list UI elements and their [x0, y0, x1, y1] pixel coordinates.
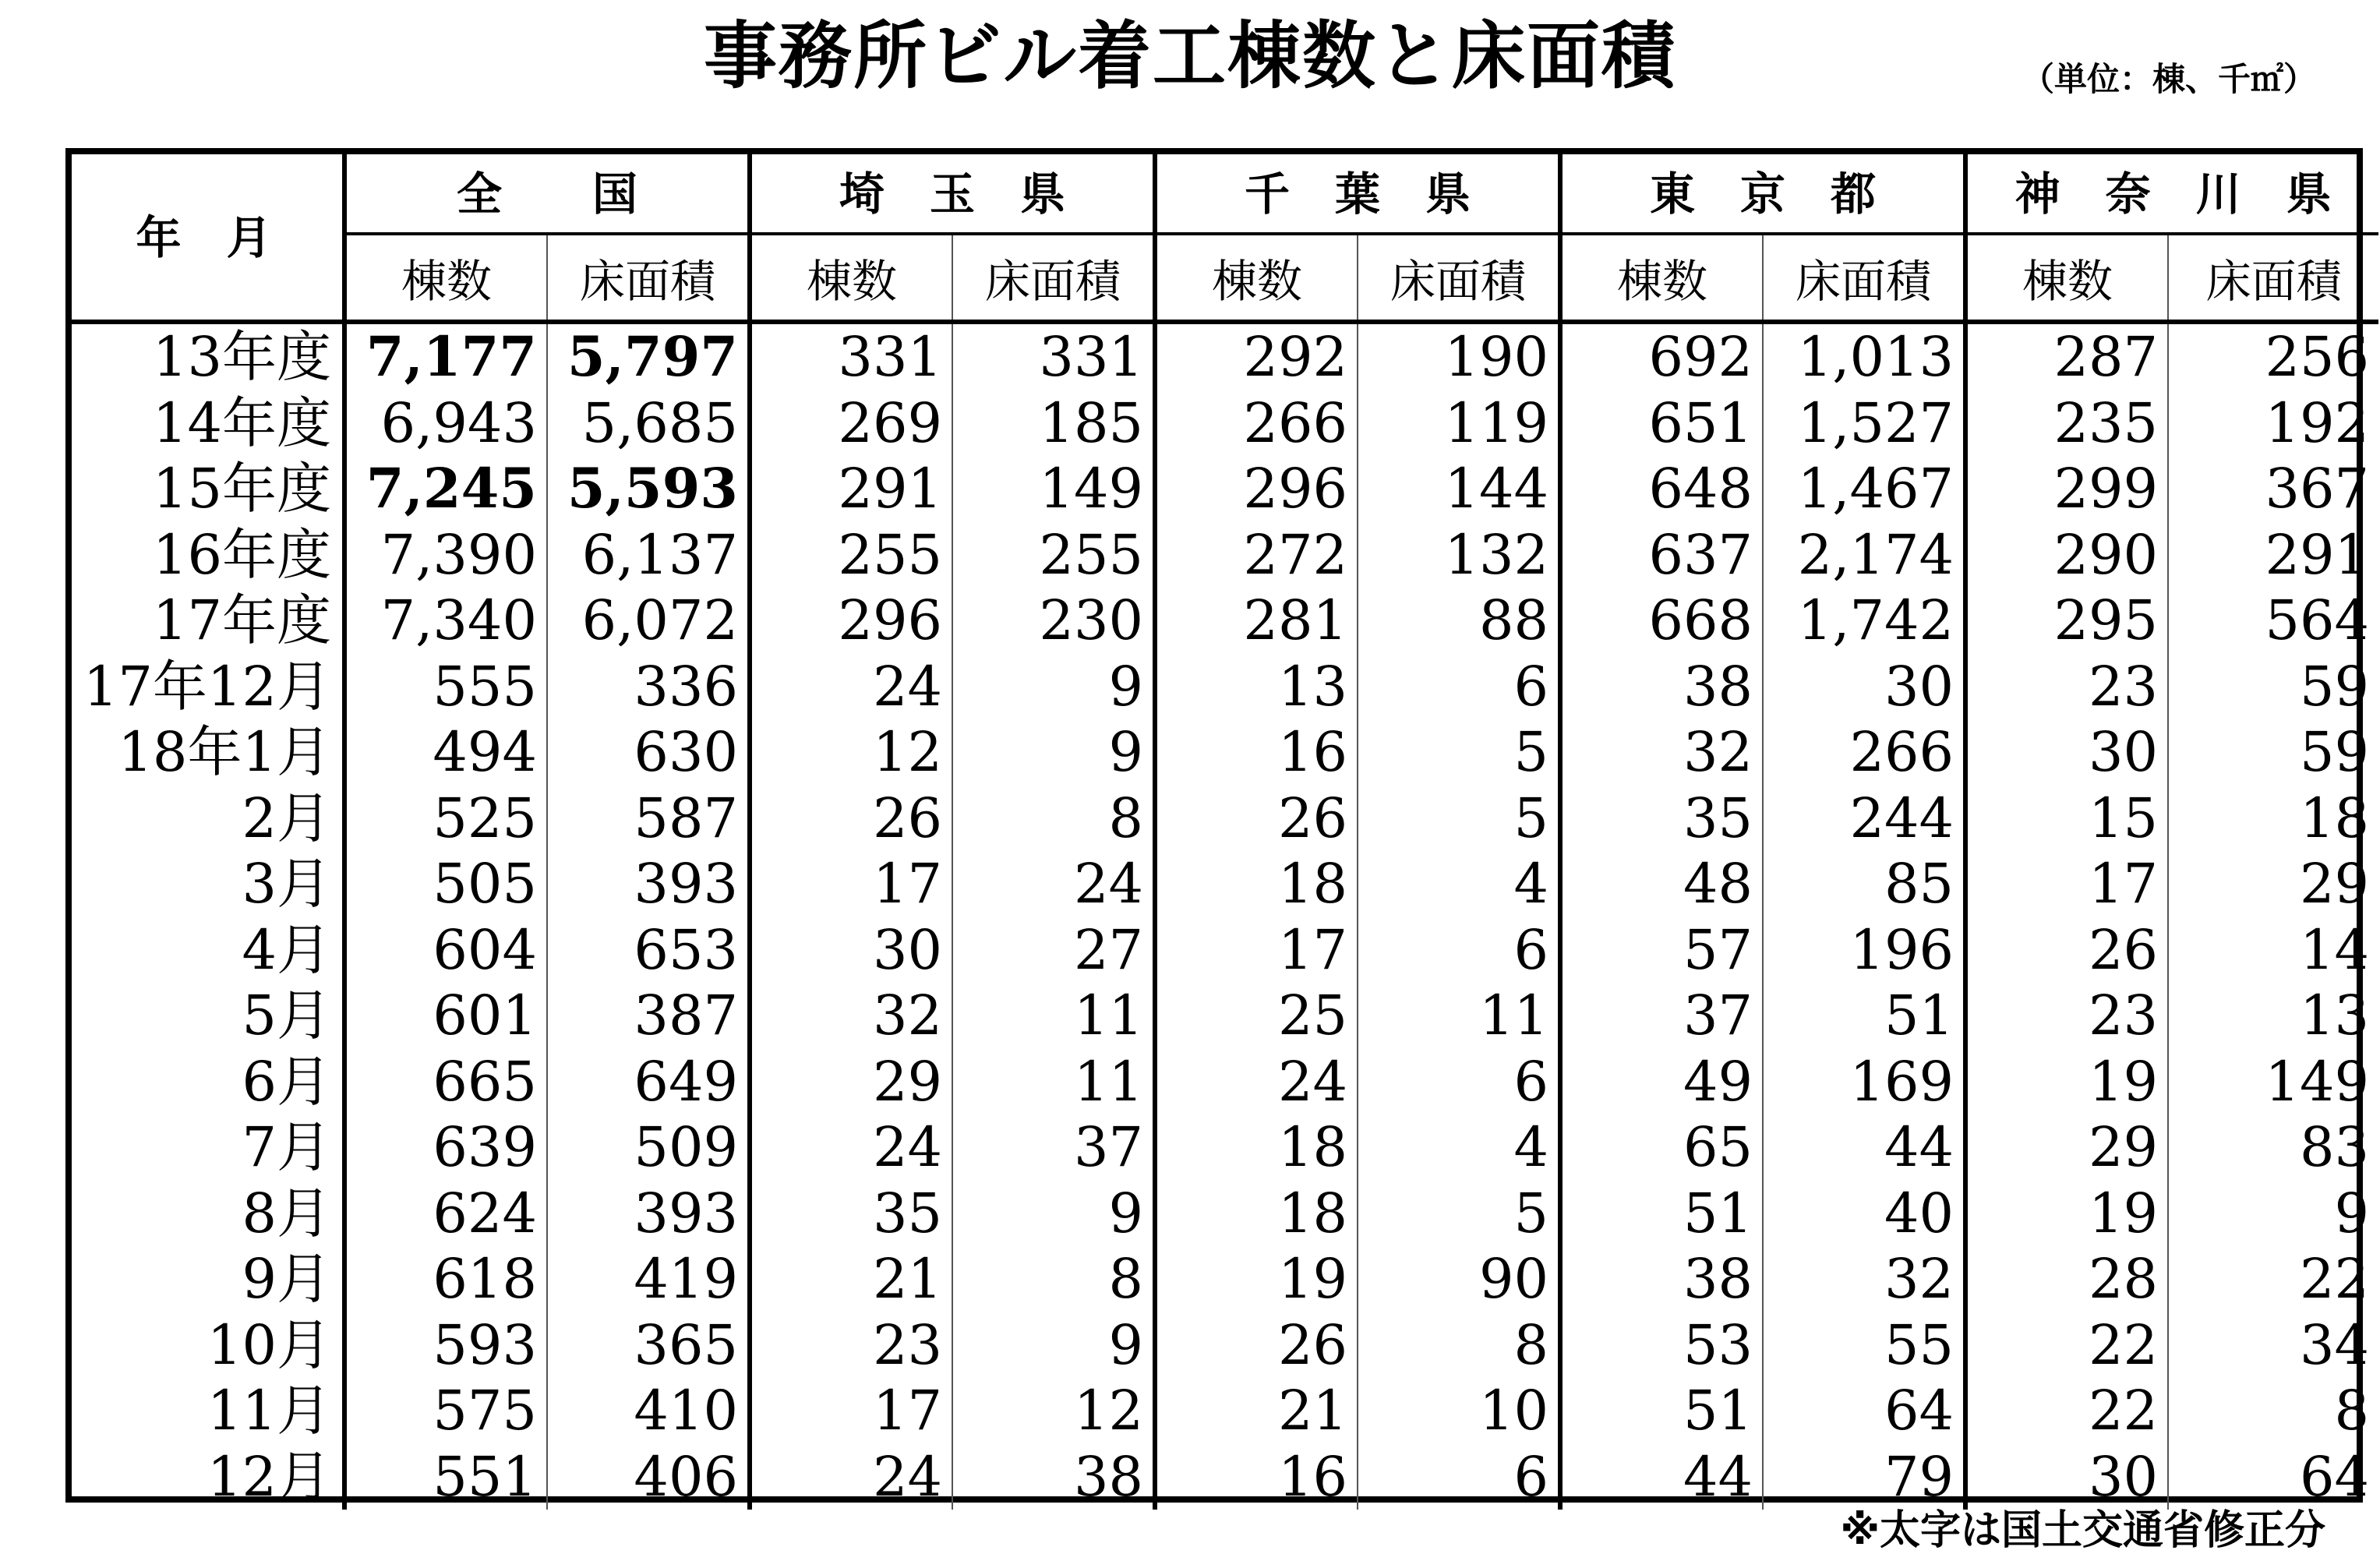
cell-count: 494 — [344, 719, 547, 786]
cell-count: 17 — [750, 1378, 952, 1444]
cell-floor-area: 393 — [547, 851, 750, 917]
cell-count: 287 — [1965, 322, 2168, 390]
row-label: 8月 — [65, 1181, 344, 1247]
row-label: 12月 — [65, 1444, 344, 1510]
row-label: 9月 — [65, 1246, 344, 1312]
table-row — [65, 654, 2378, 720]
cell-floor-area: 79 — [1763, 1444, 1965, 1510]
table-row — [65, 390, 2378, 457]
cell-floor-area: 149 — [2265, 1049, 2370, 1114]
cell-floor-area: 12 — [952, 1378, 1155, 1444]
pref-header-kanagawa: 神 奈 川 県 — [1965, 148, 2378, 234]
cell-count: 48 — [1560, 851, 1763, 917]
sub-header-count: 棟数 — [1155, 234, 1358, 322]
cell-count: 604 — [344, 917, 547, 984]
cell-count: 295 — [1965, 588, 2168, 654]
cell-floor-area: 336 — [547, 654, 750, 720]
cell-floor-area: 169 — [1763, 1049, 1965, 1115]
cell-count: 651 — [1560, 390, 1763, 457]
sub-header-count: 棟数 — [1560, 234, 1763, 322]
cell-count: 17 — [1155, 917, 1358, 984]
row-label: 6月 — [65, 1049, 344, 1115]
sub-header-area: 床面積 — [547, 234, 750, 322]
cell-floor-area: 192 — [2265, 390, 2370, 455]
cell-count: 32 — [1560, 719, 1763, 786]
cell-floor-area: 64 — [1763, 1378, 1965, 1444]
cell-count: 648 — [1560, 456, 1763, 522]
data-table — [65, 148, 2378, 1510]
cell-floor-area: 6 — [1358, 917, 1560, 984]
cell-count: 624 — [344, 1181, 547, 1247]
row-label: 18年1月 — [65, 719, 344, 786]
cell-floor-area: 38 — [952, 1444, 1155, 1510]
cell-floor-area: 1,742 — [1763, 588, 1965, 654]
cell-floor-area: 5,797 — [547, 322, 750, 390]
cell-floor-area: 2,174 — [1763, 522, 1965, 588]
cell-floor-area: 8 — [952, 1246, 1155, 1312]
cell-floor-area: 387 — [547, 983, 750, 1049]
cell-floor-area: 630 — [547, 719, 750, 786]
table-row — [65, 1378, 2378, 1444]
cell-floor-area: 10 — [1358, 1378, 1560, 1444]
cell-count: 37 — [1560, 983, 1763, 1049]
cell-count: 35 — [750, 1181, 952, 1247]
cell-count: 29 — [750, 1049, 952, 1115]
cell-floor-area: 5,593 — [547, 456, 750, 522]
cell-floor-area: 266 — [1763, 719, 1965, 786]
cell-floor-area: 393 — [547, 1181, 750, 1247]
cell-floor-area: 649 — [547, 1049, 750, 1115]
cell-floor-area: 132 — [1358, 522, 1560, 588]
cell-count: 30 — [750, 917, 952, 984]
cell-count: 266 — [1155, 390, 1358, 457]
cell-floor-area: 5 — [1358, 1181, 1560, 1247]
cell-count: 26 — [1155, 786, 1358, 852]
cell-count: 637 — [1560, 522, 1763, 588]
row-label: 13年度 — [65, 322, 344, 390]
table-header — [65, 148, 2378, 322]
sub-header-count: 棟数 — [750, 234, 952, 322]
unit-note: （単位：棟、千㎡） — [2021, 60, 2316, 98]
cell-count: 269 — [750, 390, 952, 457]
table-row — [65, 522, 2378, 588]
cell-floor-area: 30 — [1763, 654, 1965, 720]
page-title: 事務所ビル着工棟数と床面積 — [703, 14, 1676, 99]
cell-count: 57 — [1560, 917, 1763, 984]
table-row — [65, 1444, 2378, 1510]
cell-floor-area: 230 — [952, 588, 1155, 654]
cell-floor-area: 1,013 — [1763, 322, 1965, 390]
cell-count: 692 — [1560, 322, 1763, 390]
cell-floor-area: 4 — [1358, 851, 1560, 917]
table-row — [65, 851, 2378, 917]
cell-floor-area: 587 — [547, 786, 750, 852]
cell-count: 551 — [344, 1444, 547, 1510]
row-label: 17年12月 — [65, 654, 344, 720]
cell-count: 24 — [750, 1114, 952, 1181]
cell-count: 65 — [1560, 1114, 1763, 1181]
cell-floor-area: 11 — [952, 1049, 1155, 1115]
cell-floor-area: 509 — [547, 1114, 750, 1181]
cell-count: 593 — [344, 1312, 547, 1379]
sub-header-count: 棟数 — [1965, 234, 2168, 322]
cell-count: 668 — [1560, 588, 1763, 654]
cell-count: 7,177 — [344, 322, 547, 390]
cell-floor-area: 90 — [1358, 1246, 1560, 1312]
cell-count: 22 — [1965, 1378, 2168, 1444]
cell-count: 51 — [1560, 1181, 1763, 1247]
cell-count: 281 — [1155, 588, 1358, 654]
row-label: 11月 — [65, 1378, 344, 1444]
cell-count: 30 — [1965, 1444, 2168, 1510]
cell-count: 53 — [1560, 1312, 1763, 1379]
cell-floor-area: 5 — [1358, 719, 1560, 786]
cell-count: 23 — [1965, 983, 2168, 1049]
table-row — [65, 1312, 2378, 1379]
cell-floor-area: 331 — [952, 322, 1155, 390]
table-row — [65, 588, 2378, 654]
pref-header-tokyo: 東 京 都 — [1560, 148, 1965, 234]
pref-header-national: 全 国 — [344, 148, 750, 234]
cell-count: 21 — [1155, 1378, 1358, 1444]
sub-header-area: 床面積 — [952, 234, 1155, 322]
table-row — [65, 917, 2378, 984]
cell-floor-area: 6,072 — [547, 588, 750, 654]
cell-floor-area: 37 — [952, 1114, 1155, 1181]
cell-floor-area: 32 — [1763, 1246, 1965, 1312]
cell-floor-area: 6,137 — [547, 522, 750, 588]
cell-count: 7,245 — [344, 456, 547, 522]
table-row — [65, 719, 2378, 786]
cell-count: 665 — [344, 1049, 547, 1115]
cell-count: 23 — [1965, 654, 2168, 720]
cell-floor-area: 564 — [2265, 588, 2370, 653]
cell-count: 7,390 — [344, 522, 547, 588]
cell-floor-area: 9 — [952, 1181, 1155, 1247]
table-row — [65, 1049, 2378, 1115]
row-label: 4月 — [65, 917, 344, 984]
cell-floor-area: 11 — [952, 983, 1155, 1049]
row-label: 7月 — [65, 1114, 344, 1181]
cell-count: 35 — [1560, 786, 1763, 852]
cell-count: 18 — [1155, 851, 1358, 917]
cell-floor-area: 27 — [952, 917, 1155, 984]
cell-floor-area: 55 — [1763, 1312, 1965, 1379]
cell-count: 7,340 — [344, 588, 547, 654]
cell-count: 255 — [750, 522, 952, 588]
cell-count: 28 — [1965, 1246, 2168, 1312]
cell-count: 38 — [1560, 654, 1763, 720]
cell-floor-area: 419 — [547, 1246, 750, 1312]
cell-count: 26 — [1155, 1312, 1358, 1379]
row-label: 10月 — [65, 1312, 344, 1379]
year-month-header: 年 月 — [65, 148, 344, 322]
cell-count: 18 — [1155, 1114, 1358, 1181]
cell-floor-area: 9 — [952, 1312, 1155, 1379]
row-label: 5月 — [65, 983, 344, 1049]
cell-floor-area: 29 — [2300, 852, 2370, 917]
cell-count: 555 — [344, 654, 547, 720]
table-row — [65, 983, 2378, 1049]
cell-count: 17 — [1965, 851, 2168, 917]
cell-floor-area: 4 — [1358, 1114, 1560, 1181]
cell-count: 299 — [1965, 456, 2168, 522]
cell-floor-area: 144 — [1358, 456, 1560, 522]
cell-count: 15 — [1965, 786, 2168, 852]
cell-count: 38 — [1560, 1246, 1763, 1312]
cell-count: 49 — [1560, 1049, 1763, 1115]
table-body — [65, 322, 2378, 1510]
cell-floor-area: 244 — [1763, 786, 1965, 852]
cell-floor-area: 6 — [1358, 1444, 1560, 1510]
cell-count: 296 — [750, 588, 952, 654]
cell-count: 18 — [1155, 1181, 1358, 1247]
row-label: 14年度 — [65, 390, 344, 457]
cell-floor-area: 6 — [1358, 654, 1560, 720]
cell-floor-area: 59 — [2300, 654, 2370, 719]
cell-floor-area: 5 — [1358, 786, 1560, 852]
table-row — [65, 1114, 2378, 1181]
cell-floor-area: 119 — [1358, 390, 1560, 457]
row-label: 3月 — [65, 851, 344, 917]
cell-floor-area: 653 — [547, 917, 750, 984]
cell-count: 44 — [1560, 1444, 1763, 1510]
table-row — [65, 456, 2378, 522]
cell-floor-area: 64 — [2300, 1444, 2370, 1509]
cell-floor-area: 410 — [547, 1378, 750, 1444]
cell-count: 26 — [750, 786, 952, 852]
cell-count: 19 — [1965, 1049, 2168, 1115]
cell-count: 22 — [1965, 1312, 2168, 1379]
cell-count: 505 — [344, 851, 547, 917]
cell-floor-area: 51 — [1763, 983, 1965, 1049]
sub-header-area: 床面積 — [1358, 234, 1560, 322]
cell-floor-area: 1,467 — [1763, 456, 1965, 522]
cell-count: 26 — [1965, 917, 2168, 984]
cell-count: 24 — [750, 1444, 952, 1510]
cell-floor-area: 59 — [2300, 720, 2370, 785]
row-label: 15年度 — [65, 456, 344, 522]
cell-floor-area: 85 — [1763, 851, 1965, 917]
cell-floor-area: 13 — [2300, 984, 2370, 1048]
table-row — [65, 1181, 2378, 1247]
cell-floor-area: 88 — [1358, 588, 1560, 654]
cell-floor-area: 185 — [952, 390, 1155, 457]
cell-count: 235 — [1965, 390, 2168, 457]
cell-floor-area: 291 — [2265, 522, 2370, 587]
cell-floor-area: 5,685 — [547, 390, 750, 457]
cell-count: 32 — [750, 983, 952, 1049]
cell-floor-area: 255 — [952, 522, 1155, 588]
cell-count: 525 — [344, 786, 547, 852]
row-label: 17年度 — [65, 588, 344, 654]
cell-count: 24 — [750, 654, 952, 720]
cell-count: 23 — [750, 1312, 952, 1379]
footnote: ※太字は国土交通省修正分 — [1840, 1507, 2325, 1554]
cell-count: 51 — [1560, 1378, 1763, 1444]
cell-floor-area: 365 — [547, 1312, 750, 1379]
cell-count: 21 — [750, 1246, 952, 1312]
cell-floor-area: 6 — [1358, 1049, 1560, 1115]
cell-floor-area: 406 — [547, 1444, 750, 1510]
cell-count: 19 — [1965, 1181, 2168, 1247]
cell-floor-area: 8 — [2334, 1379, 2370, 1443]
cell-floor-area: 22 — [2300, 1247, 2370, 1312]
cell-count: 601 — [344, 983, 547, 1049]
cell-count: 290 — [1965, 522, 2168, 588]
cell-floor-area: 196 — [1763, 917, 1965, 984]
sub-header-area: 床面積 — [2168, 234, 2378, 322]
pref-header-saitama: 埼 玉 県 — [750, 148, 1155, 234]
cell-count: 24 — [1155, 1049, 1358, 1115]
table-row — [65, 322, 2378, 390]
sub-header-area: 床面積 — [1763, 234, 1965, 322]
cell-count: 639 — [344, 1114, 547, 1181]
table-row — [65, 786, 2378, 852]
cell-count: 29 — [1965, 1114, 2168, 1181]
cell-floor-area: 24 — [952, 851, 1155, 917]
cell-floor-area: 9 — [952, 654, 1155, 720]
cell-count: 272 — [1155, 522, 1358, 588]
cell-count: 575 — [344, 1378, 547, 1444]
cell-floor-area: 18 — [2300, 786, 2370, 850]
cell-count: 16 — [1155, 1444, 1358, 1510]
cell-count: 331 — [750, 322, 952, 390]
cell-count: 30 — [1965, 719, 2168, 786]
cell-floor-area: 1,527 — [1763, 390, 1965, 457]
cell-floor-area: 40 — [1763, 1181, 1965, 1247]
cell-floor-area: 8 — [952, 786, 1155, 852]
row-label: 16年度 — [65, 522, 344, 588]
table-row — [65, 1246, 2378, 1312]
cell-count: 292 — [1155, 322, 1358, 390]
cell-floor-area: 9 — [2334, 1181, 2370, 1245]
cell-floor-area: 9 — [952, 719, 1155, 786]
cell-floor-area: 149 — [952, 456, 1155, 522]
cell-count: 6,943 — [344, 390, 547, 457]
cell-floor-area: 256 — [2265, 325, 2370, 390]
cell-count: 291 — [750, 456, 952, 522]
cell-floor-area: 34 — [2300, 1312, 2370, 1377]
cell-count: 618 — [344, 1246, 547, 1312]
row-label: 2月 — [65, 786, 344, 852]
cell-count: 16 — [1155, 719, 1358, 786]
cell-count: 13 — [1155, 654, 1358, 720]
cell-floor-area: 11 — [1358, 983, 1560, 1049]
cell-floor-area: 83 — [2300, 1115, 2370, 1180]
cell-floor-area: 44 — [1763, 1114, 1965, 1181]
cell-count: 17 — [750, 851, 952, 917]
cell-floor-area: 14 — [2300, 917, 2370, 982]
cell-floor-area: 190 — [1358, 322, 1560, 390]
pref-header-chiba: 千 葉 県 — [1155, 148, 1560, 234]
cell-count: 296 — [1155, 456, 1358, 522]
cell-count: 19 — [1155, 1246, 1358, 1312]
cell-count: 12 — [750, 719, 952, 786]
cell-floor-area: 8 — [1358, 1312, 1560, 1379]
cell-count: 25 — [1155, 983, 1358, 1049]
cell-floor-area: 367 — [2265, 457, 2370, 521]
sub-header-count: 棟数 — [344, 234, 547, 322]
